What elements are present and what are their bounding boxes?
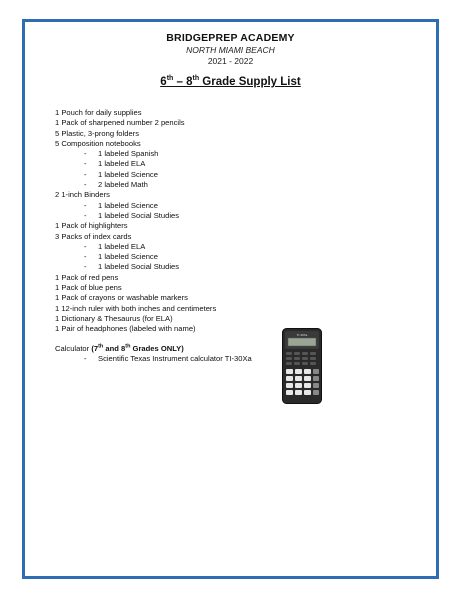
list-item: 2 1-inch Binders xyxy=(55,190,110,200)
sub-list-item: - 1 labeled Social Studies xyxy=(84,262,180,272)
school-location: NORTH MIAMI BEACH xyxy=(186,45,275,55)
document-page xyxy=(22,19,439,579)
list-item: 3 Packs of index cards xyxy=(55,231,132,241)
sub-list-item: - 1 labeled Spanish xyxy=(84,149,159,159)
list-item: 1 Pair of headphones (labeled with name) xyxy=(55,324,196,334)
calculator-image xyxy=(282,328,322,404)
sub-list-item: - 1 labeled ELA xyxy=(84,159,146,169)
supply-list xyxy=(55,108,252,364)
school-year: 2021 - 2022 xyxy=(207,56,254,66)
sub-list-item: - 2 labeled Math xyxy=(84,180,148,190)
list-item: 5 Plastic, 3-prong folders xyxy=(55,128,139,138)
page-title: 6th – 8th Grade Supply List xyxy=(160,75,301,88)
calculator-heading: Calculator (7th and 8th Grades ONLY) xyxy=(55,343,184,353)
list-item: 1 Dictionary & Thesaurus (for ELA) xyxy=(55,313,173,323)
calculator-brand: TI-30Xa xyxy=(296,333,308,337)
sub-list-item: - 1 labeled Science xyxy=(84,200,158,210)
list-item: 1 Pack of highlighters xyxy=(55,221,128,231)
list-item: 1 12-inch ruler with both inches and centimeters xyxy=(55,303,217,313)
sub-list-item: - Scientific Texas Instrument calculator TI-30Xa xyxy=(84,353,252,363)
sub-list-item: - 1 labeled Science xyxy=(84,252,158,262)
list-item: 1 Pack of red pens xyxy=(55,272,119,282)
sub-list-item: - 1 labeled Science xyxy=(84,169,158,179)
school-name: BRIDGEPREP ACADEMY xyxy=(166,32,295,44)
list-item: 1 Pack of crayons or washable markers xyxy=(55,293,188,303)
sub-list-item: - 1 labeled ELA xyxy=(84,241,146,251)
list-item: 1 Pack of sharpened number 2 pencils xyxy=(55,118,185,128)
list-item: 1 Pack of blue pens xyxy=(55,283,122,293)
list-item: 5 Composition notebooks xyxy=(55,138,141,148)
list-item: 1 Pouch for daily supplies xyxy=(55,108,142,117)
sub-list-item: - 1 labeled Social Studies xyxy=(84,210,180,220)
